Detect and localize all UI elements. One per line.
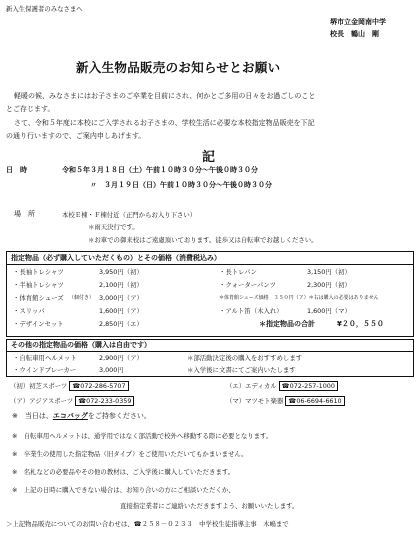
note-mark-icon: ※ <box>12 412 18 420</box>
total-label: ＊指定物品の合計 <box>259 320 315 328</box>
note-mark-icon: ※ <box>12 432 18 440</box>
place: 本校Ｅ棟・Ｆ棟付近（正門からお入り下さい） <box>62 211 197 219</box>
opt-price-0: 2,900円（ア） <box>99 354 143 362</box>
note-1 <box>12 412 151 421</box>
opt-note-0: ＊部活動決定後の購入をおすすめします <box>187 354 303 362</box>
req-left-price-2: 3,000円（ア） <box>99 294 143 302</box>
vendor-1-name: エディカル <box>245 382 277 390</box>
shoe-note: ＊体育館シューズ価格 ３５０円（ア）＊右は購入の必要はありません <box>219 295 379 301</box>
req-left-name-0: ・長袖トレシャツ <box>13 268 64 276</box>
vendor-1-tel: 072-257-1000 <box>289 382 335 390</box>
note-mark-icon: ※ <box>12 486 18 494</box>
req-right-price-2: 1,600円（マ） <box>307 307 351 315</box>
req-left-name-4: ・デザインセット <box>13 320 64 328</box>
place-note-2: ＊お車での御来校はご遠慮頂いております。徒歩又は自転車でお越しください。 <box>88 236 318 244</box>
place-label: 場 所 <box>14 210 35 218</box>
req-right-name-2: ・アルト笛（木入れ） <box>219 307 283 315</box>
note-5-text: 上記の日時に購入できない場合は、お知り合いの方にご相談いただくか、 <box>23 486 235 494</box>
vendor-2-tel: 072-233-0359 <box>86 397 132 405</box>
phone-icon: ☎ <box>78 397 87 405</box>
note-3 <box>12 450 248 458</box>
vendor-1: （エ）エディカル ☎072-257-1000 <box>226 381 338 391</box>
note-4 <box>12 468 234 476</box>
total-value: ¥２０，５５０ <box>337 320 384 328</box>
ki-heading: 記 <box>202 150 216 165</box>
note-1-pre: 当日は、 <box>24 412 53 420</box>
opt-note-1: ＊入学後に文書にてご案内いたします <box>187 366 296 374</box>
vendor-0: （初）初芝スポーツ ☎072-286-5707 <box>10 381 129 391</box>
note-3-text: 卒業生の使用した指定物品（旧タイプ）をご使用いただいてもかまいません。 <box>23 450 248 458</box>
req-right-name-0: ・長トレパン <box>219 268 257 276</box>
req-right-price-1: 2,300円（初） <box>307 281 351 289</box>
required-heading: 指定物品（必ず購入していただくもの）とその価格（消費税込み） <box>11 254 221 262</box>
intro-line-2: とご存じます。 <box>6 105 55 113</box>
req-left-small-2: （個付き） <box>69 295 95 301</box>
opt-name-0: ・自転車用ヘルメット <box>13 354 77 362</box>
note-5 <box>12 486 235 494</box>
req-left-name-1: ・半袖トレシャツ <box>13 281 64 289</box>
addressee: 新入生保護者のみなさまへ <box>6 5 83 13</box>
vendor-0-tel: 072-286-5707 <box>80 382 126 390</box>
opt-name-1: ・ウインドブレーカー <box>13 366 77 374</box>
vendor-3-name: マツモト楽器 <box>245 397 284 405</box>
note-1-emphasis: エコバッグ <box>52 412 88 420</box>
note-2-text: 自転車用ヘルメットは、通学用ではなく部活動で校外へ移動する際に必要となります。 <box>23 432 273 440</box>
intro-line-4: の通り行いますので、ご案内申しあげます。 <box>6 132 146 140</box>
vendor-0-name: 初芝スポーツ <box>29 382 68 390</box>
place-note-1: ＊雨天決行です。 <box>88 223 139 231</box>
optional-heading: その他の指定物品の価格（購入は自由です） <box>11 341 151 349</box>
req-left-price-1: 2,100円（初） <box>99 281 143 289</box>
intro-line-3: さて、令和５年度に本校にご入学されるお子さまの、学校生活に必要な本校指定物品販売を下記 <box>14 119 315 127</box>
vendor-3: （マ）マツモト楽器 ☎06-6694-6610 <box>226 396 345 406</box>
vendor-3-code: マ <box>232 397 239 405</box>
note-1-post: をご持参ください。 <box>87 412 151 420</box>
phone-icon: ☎ <box>281 382 290 390</box>
note-mark-icon: ※ <box>12 450 18 458</box>
note-4-text: 名札などの必要品やその他の教材は、ご入学後に購入していただきます。 <box>23 468 235 476</box>
intro-line-1: 軽暖の候、みなさまにはお子さまのご卒業を目前にされ、何かとご多用の日々をお過ごしのこと <box>14 92 316 100</box>
school-name: 堺市立金岡南中学 <box>330 18 386 26</box>
phone-icon: ☎ <box>288 397 297 405</box>
required-items-box <box>6 251 414 337</box>
page-title: 新入生物品販売のお知らせとお願い <box>76 60 281 75</box>
principal-name: 校長 鶴山 剛 <box>330 30 379 38</box>
opt-price-1: 3,000円 <box>99 366 124 374</box>
req-left-price-4: 2,850円（エ） <box>99 320 143 328</box>
req-left-price-0: 3,950円（初） <box>99 268 143 276</box>
date-2: 〃 ３月１９日（日）午前１０時３０分～午後０時３０分 <box>90 181 272 189</box>
optional-items-box <box>6 339 414 377</box>
vendor-0-code: 初 <box>16 382 23 390</box>
date-1: 令和５年３月１８日（土）午前１０時３０分～午後０時３０分 <box>62 166 258 174</box>
req-left-name-3: ・スリッパ <box>13 307 45 315</box>
vendor-2: （ア）アジアスポーツ ☎072-233-0359 <box>10 396 134 406</box>
req-left-name-2: ・体育館シューズ <box>13 294 64 302</box>
phone-icon: ☎ <box>72 382 81 390</box>
note-mark-icon: ※ <box>12 468 18 476</box>
date-label: 日 時 <box>6 166 27 174</box>
req-right-price-0: 3,150円（初） <box>307 268 351 276</box>
note-2 <box>12 432 272 440</box>
req-left-price-3: 1,600円（ア） <box>99 307 143 315</box>
vendor-2-name: アジアスポーツ <box>29 397 74 405</box>
vendor-3-tel: 06-6694-6610 <box>296 397 342 405</box>
footer-contact: ＞上記物品販売についてのお問い合わせは、☎２５８－０２３３ 中学校生徒指導主事 木嶋まで <box>6 520 289 528</box>
vendor-2-code: ア <box>16 397 23 405</box>
note-6: 直接指定業者にご連絡いただきますよう、お願いいたします。 <box>120 502 299 510</box>
req-right-name-1: ・クォーターパンツ <box>219 281 277 289</box>
vendor-1-code: エ <box>232 382 239 390</box>
